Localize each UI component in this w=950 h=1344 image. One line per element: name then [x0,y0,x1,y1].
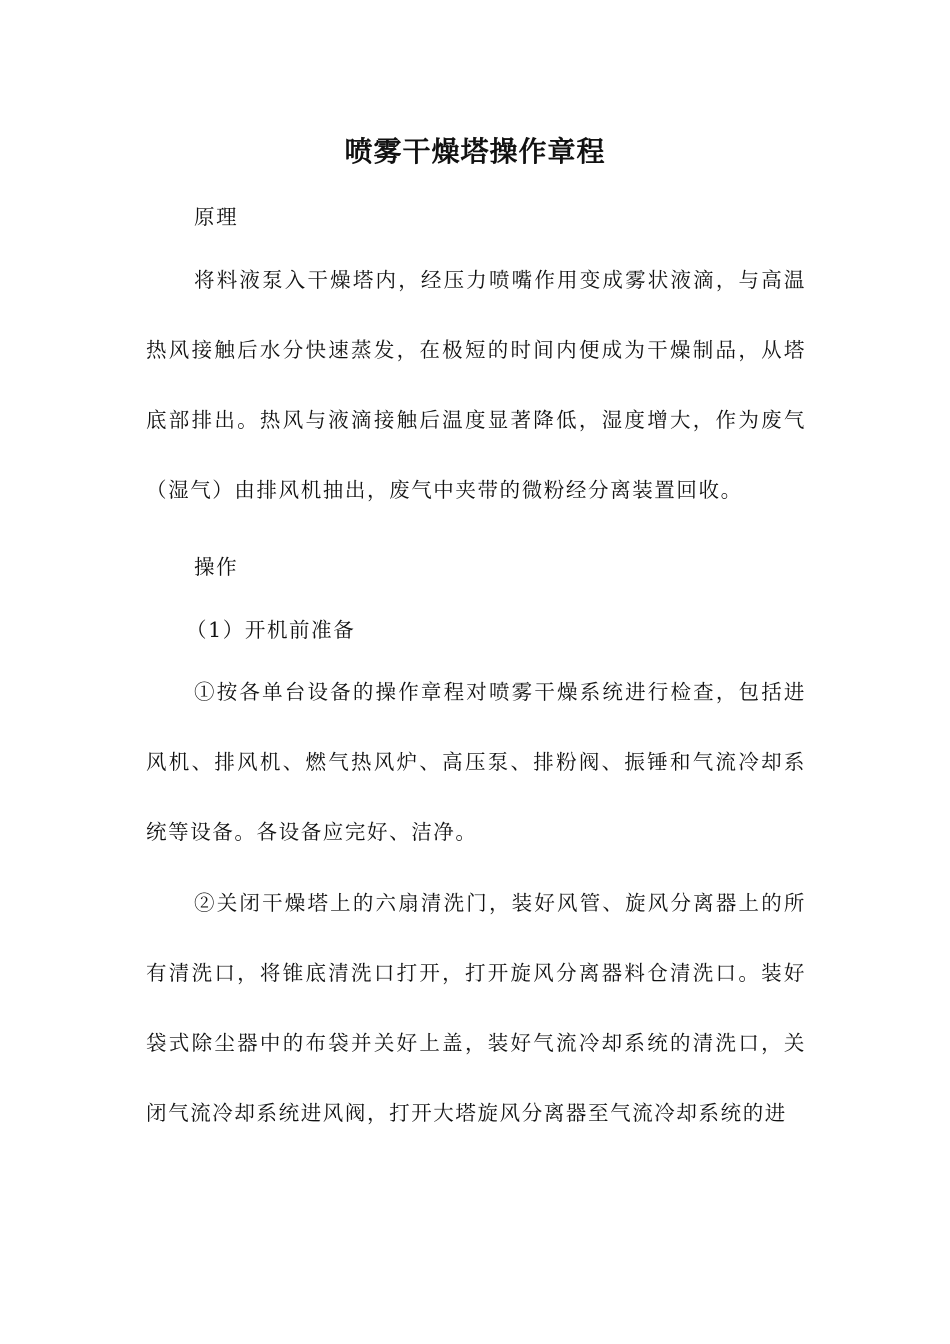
paragraph-step-2: ②关闭干燥塔上的六扇清洗门，装好风管、旋风分离器上的所有清洗口，将锥底清洗口打开，打开旋风分离器料仓清洗口。装好袋式除尘器中的布袋并关好上盖，装好气流冷却系统的清洗口，关闭气流冷却系统进风阀，打开大塔旋风分离器至气流冷却系统的进 [146,891,806,1125]
section-heading-operation: 操作 [194,555,239,579]
document-title: 喷雾干燥塔操作章程 [344,135,606,168]
paragraph-step-1: ①按各单台设备的操作章程对喷雾干燥系统进行检查，包括进风机、排风机、燃气热风炉、高压泵、排粉阀、振锤和气流冷却系统等设备。各设备应完好、洁净。 [146,680,806,844]
subsection-heading-prep: （1）开机前准备 [186,618,356,642]
paragraph-principle: 将料液泵入干燥塔内，经压力喷嘴作用变成雾状液滴，与高温热风接触后水分快速蒸发，在极短的时间内便成为干燥制品，从塔底部排出。热风与液滴接触后温度显著降低，湿度增大，作为废气（湿气）由排风机抽出，废气中夹带的微粉经分离装置回收。 [146,268,806,502]
section-heading-principle: 原理 [194,205,239,229]
